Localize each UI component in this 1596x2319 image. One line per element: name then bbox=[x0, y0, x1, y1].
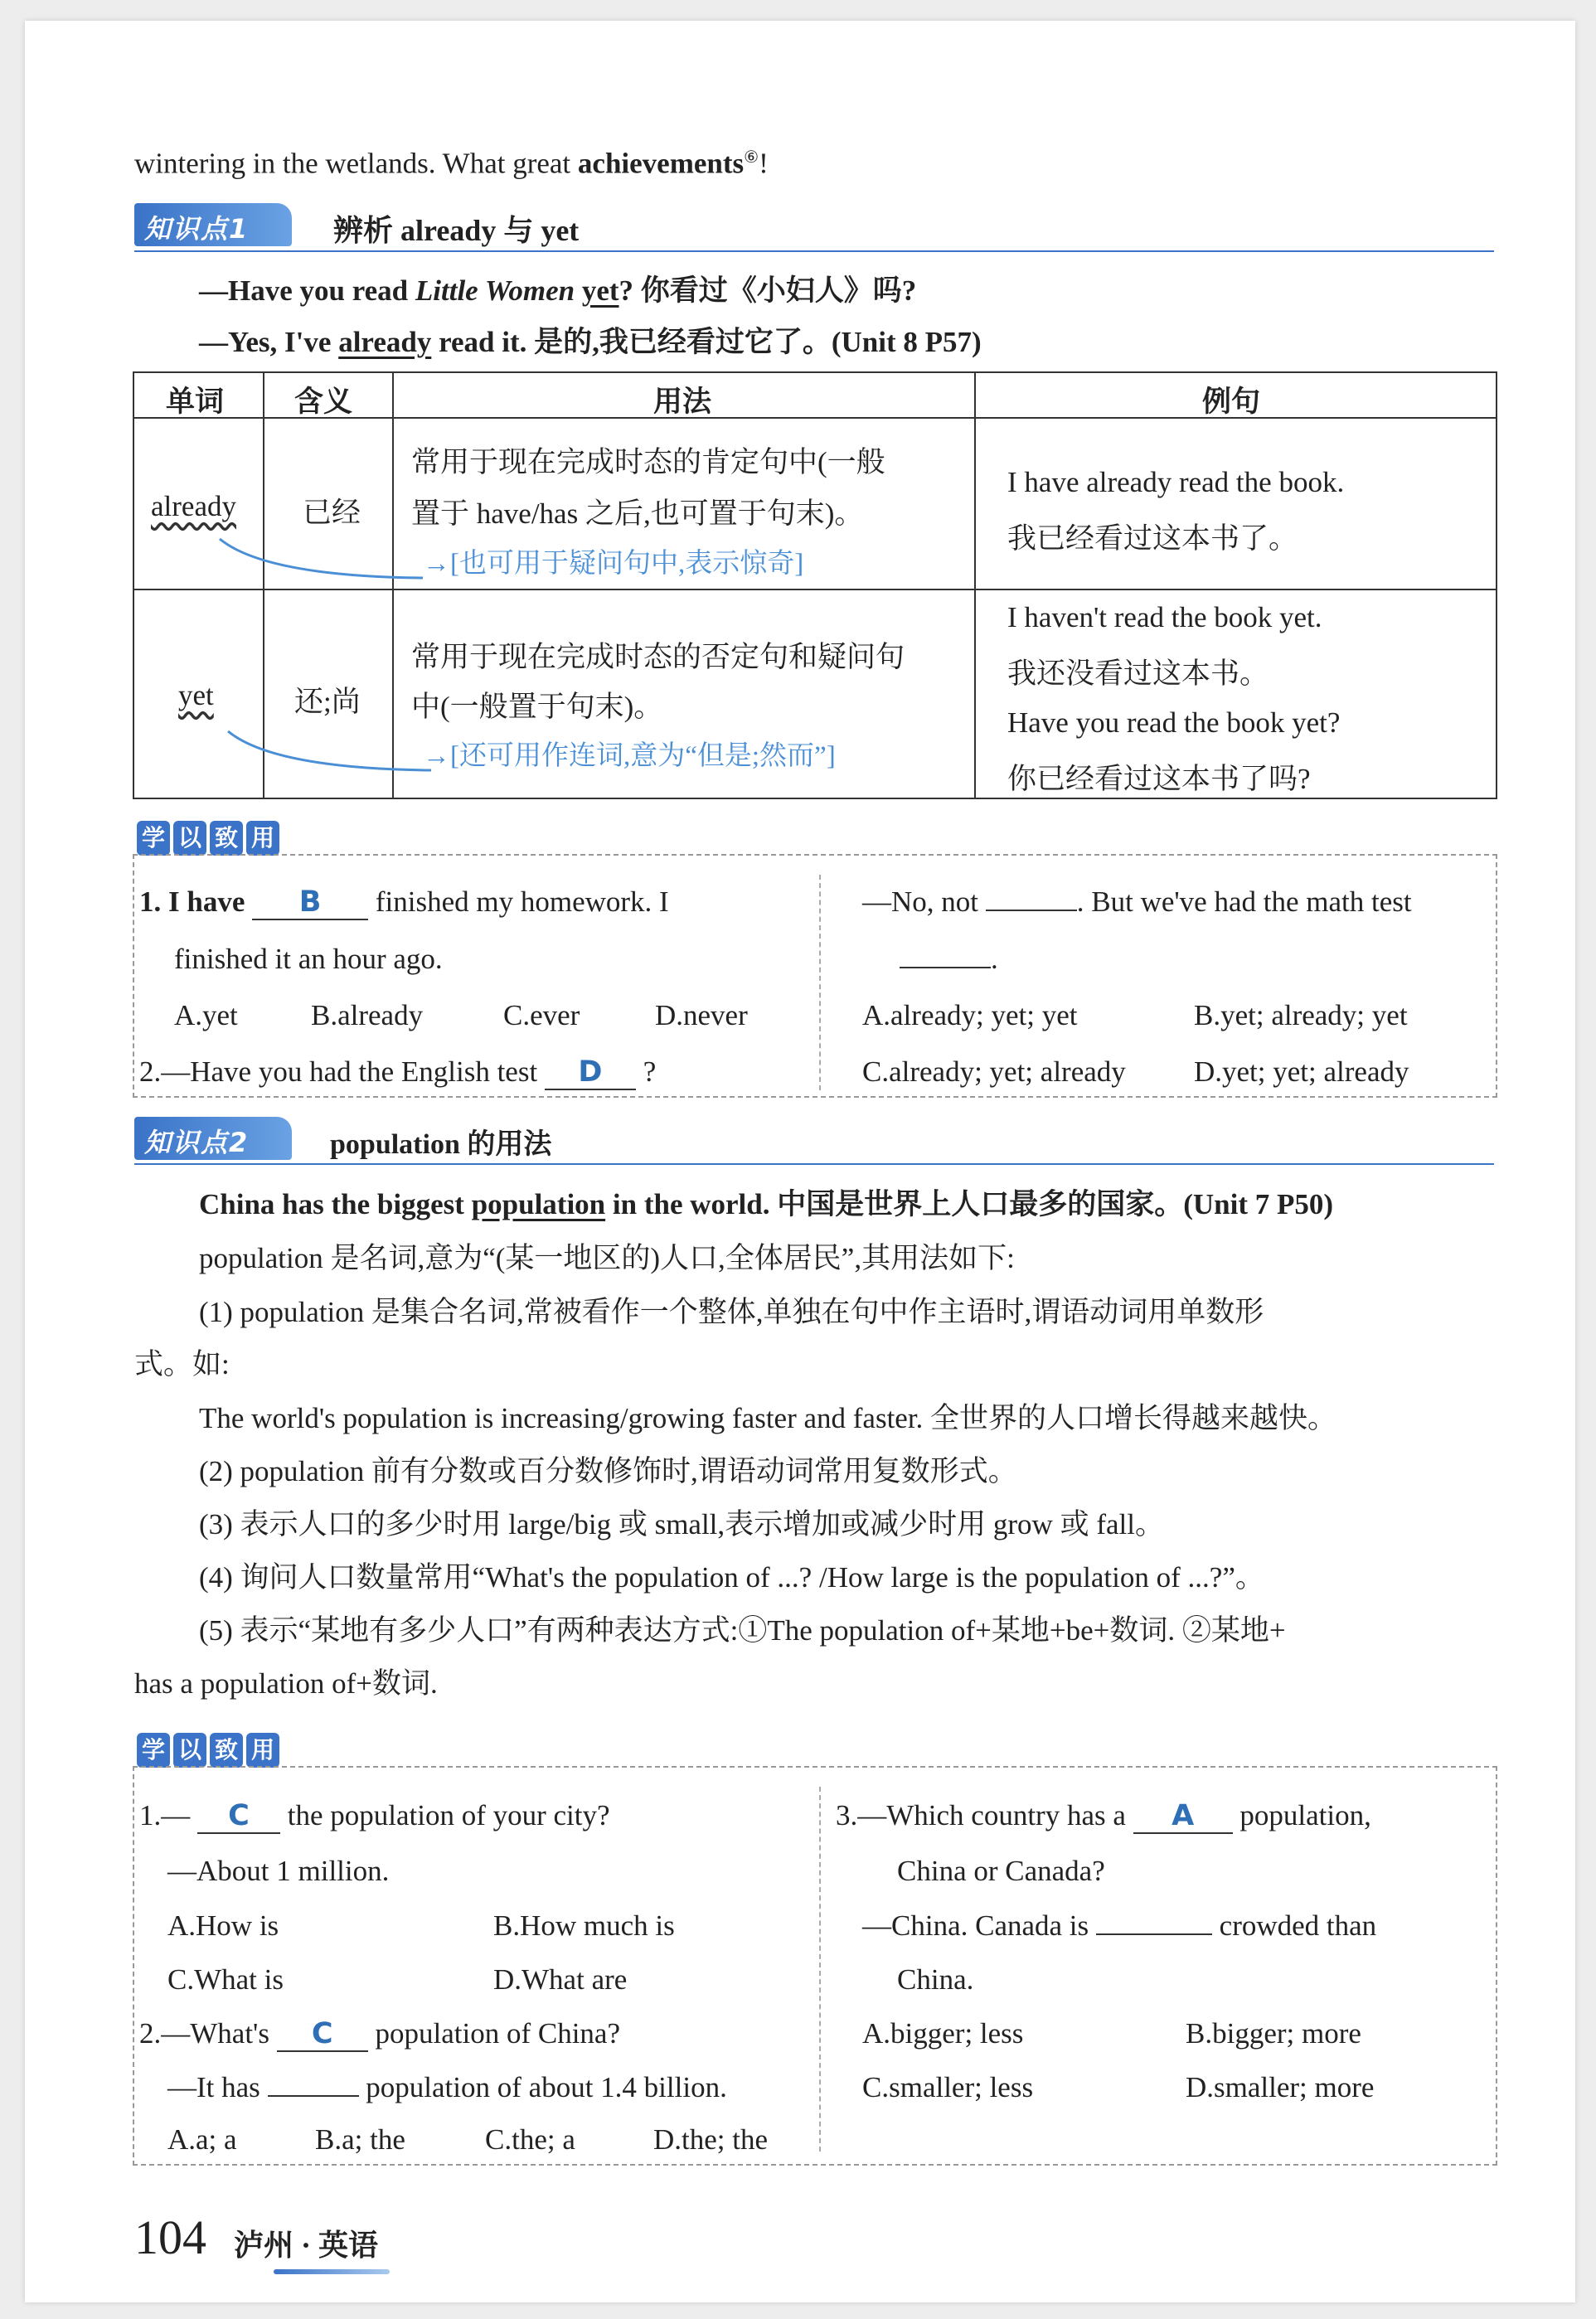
table-example-yet-zh-1: 我还没看过这本书。 bbox=[1007, 657, 1269, 690]
textbook-page bbox=[25, 21, 1575, 2302]
table-usage-yet-1: 常用于现在完成时态的否定句和疑问句 bbox=[411, 641, 905, 673]
p1-q2-answer[interactable]: D bbox=[545, 1055, 636, 1090]
table-note-already: →[也可用于疑问句中,表示惊奇] bbox=[423, 549, 804, 579]
p1-q2-line1: 2.—Have you had the English test D ? bbox=[139, 1055, 657, 1089]
p2-q3-option-d[interactable]: D.smaller; more bbox=[1186, 2071, 1375, 2103]
table-example-yet-en-1: I haven't read the book yet. bbox=[1007, 601, 1322, 633]
p2-q3-option-a[interactable]: A.bigger; less bbox=[862, 2017, 1024, 2050]
table-meaning-yet: 还;尚 bbox=[294, 686, 361, 718]
table-word-yet: yet bbox=[178, 679, 214, 711]
arrow-yet-note bbox=[224, 727, 456, 777]
page-number: 104 bbox=[134, 2210, 206, 2264]
table-usage-already-1: 常用于现在完成时态的肯定句中(一般 bbox=[411, 446, 885, 478]
practice-badge-1: 学 以 致 用 bbox=[137, 821, 279, 859]
table-header-meaning: 含义 bbox=[294, 386, 353, 418]
table-example-yet-zh-2: 你已经看过这本书了吗? bbox=[1007, 763, 1311, 795]
p1-q1-option-a[interactable]: A.yet bbox=[174, 999, 238, 1031]
p1-q1-answer[interactable]: B bbox=[252, 885, 368, 920]
p1-q2-option-a[interactable]: A.already; yet; yet bbox=[862, 999, 1078, 1031]
p2-q2-option-d[interactable]: D.the; the bbox=[653, 2123, 769, 2156]
kp1-underline bbox=[134, 250, 1494, 252]
kp2-line-4: The world's population is increasing/growing faster and faster. 全世界的人口增长得越来越快。 bbox=[199, 1402, 1337, 1434]
p2-q3-option-b[interactable]: B.bigger; more bbox=[1186, 2017, 1361, 2050]
p1-q1-option-c[interactable]: C.ever bbox=[503, 999, 580, 1031]
footer-accent bbox=[274, 2269, 390, 2274]
table-usage-yet-2: 中(一般置于句末)。 bbox=[411, 691, 663, 723]
p2-q3-answer[interactable]: A bbox=[1133, 1799, 1233, 1834]
p2-q1-option-b[interactable]: B.How much is bbox=[493, 1909, 675, 1942]
footer-label: 泸州 · 英语 bbox=[234, 2229, 379, 2262]
p2-q2-option-a[interactable]: A.a; a bbox=[167, 2123, 237, 2156]
p1-q2-option-c[interactable]: C.already; yet; already bbox=[862, 1055, 1126, 1088]
kp2-line-1: population 是名词,意为“(某一地区的)人口,全体居民”,其用法如下: bbox=[199, 1242, 1015, 1274]
practice-badge-2: 学 以 致 用 bbox=[137, 1733, 279, 1771]
arrow-already-note bbox=[216, 535, 448, 585]
p1-q1-option-d[interactable]: D.never bbox=[655, 999, 748, 1031]
p2-q1-option-a[interactable]: A.How is bbox=[167, 1909, 279, 1942]
table-example-already-zh: 我已经看过这本书了。 bbox=[1007, 522, 1298, 555]
table-example-yet-en-2: Have you read the book yet? bbox=[1007, 706, 1341, 739]
p2-q2-line2: —It has population of about 1.4 billion. bbox=[167, 2071, 727, 2103]
p2-q1-option-c[interactable]: C.What is bbox=[167, 1963, 284, 1996]
p1-q2-line2: —No, not . But we've had the math test bbox=[862, 885, 1412, 918]
p2-q2-answer[interactable]: C bbox=[277, 2017, 368, 2052]
kp2-line-6: (3) 表示人口的多少时用 large/big 或 small,表示增加或减少时用 grow 或 fall。 bbox=[199, 1508, 1164, 1540]
kp2-line-8: (5) 表示“某地有多少人口”有两种表达方式:①The population of+某地+be+数词. ②某地+ bbox=[199, 1614, 1286, 1647]
kp2-example: China has the biggest population in the world. 中国是世界上人口最多的国家。(Unit 7 P50) bbox=[199, 1188, 1334, 1220]
kp2-underline bbox=[134, 1163, 1494, 1165]
kp2-line-9: has a population of+数词. bbox=[134, 1667, 438, 1700]
p2-q1-answer[interactable]: C bbox=[197, 1799, 280, 1834]
kp1-example-2: —Yes, I've already read it. 是的,我已经看过它了。(Unit 8 P57) bbox=[199, 326, 982, 358]
p2-q3-line3: —China. Canada is crowded than bbox=[862, 1909, 1377, 1942]
table-header-usage: 用法 bbox=[653, 386, 712, 418]
table-header-word: 单词 bbox=[166, 386, 225, 418]
p2-q2-line1: 2.—What's C population of China? bbox=[139, 2017, 620, 2050]
table-note-yet: →[还可用作连词,意为“但是;然而”] bbox=[423, 741, 836, 771]
top-line: wintering in the wetlands. What great achievements⑥! bbox=[134, 147, 769, 180]
p1-q1-line2: finished it an hour ago. bbox=[174, 943, 443, 975]
kp1-title: 辨析 already 与 yet bbox=[333, 214, 580, 247]
kp2-line-7: (4) 询问人口数量常用“What's the population of ...? /How large is the population of ...?”。 bbox=[199, 1561, 1264, 1594]
p2-q3-line4: China. bbox=[897, 1963, 974, 1996]
table-header-example: 例句 bbox=[1202, 386, 1261, 418]
kp1-example-1: —Have you read Little Women yet? 你看过《小妇人》吗? bbox=[199, 274, 917, 307]
p2-q1-line1: 1.— C the population of your city? bbox=[139, 1799, 610, 1832]
knowledge-point-1-badge: 知识点1 bbox=[134, 203, 292, 246]
p2-q3-line2: China or Canada? bbox=[897, 1855, 1105, 1887]
kp2-title: population 的用法 bbox=[330, 1129, 552, 1160]
table-word-already: already bbox=[151, 490, 236, 522]
kp2-line-2: (1) population 是集合名词,常被看作一个整体,单独在句中作主语时,谓语动词用单数形 bbox=[199, 1296, 1264, 1328]
p2-q3-line1: 3.—Which country has a A population, bbox=[836, 1799, 1371, 1832]
p1-q2-option-d[interactable]: D.yet; yet; already bbox=[1194, 1055, 1409, 1088]
kp2-line-5: (2) population 前有分数或百分数修饰时,谓语动词常用复数形式。 bbox=[199, 1455, 1017, 1487]
table-example-already-en: I have already read the book. bbox=[1007, 466, 1345, 498]
p2-q1-line2: —About 1 million. bbox=[167, 1855, 390, 1887]
p1-q2-option-b[interactable]: B.yet; already; yet bbox=[1194, 999, 1408, 1031]
p1-q2-line3: . bbox=[900, 943, 998, 976]
p1-q1-option-b[interactable]: B.already bbox=[311, 999, 424, 1031]
p2-q1-option-d[interactable]: D.What are bbox=[493, 1963, 628, 1996]
p2-q2-option-c[interactable]: C.the; a bbox=[485, 2123, 575, 2156]
kp2-line-3: 式。如: bbox=[134, 1348, 230, 1380]
p1-q1-line1: 1. I have B finished my homework. I bbox=[139, 885, 669, 919]
table-usage-already-2: 置于 have/has 之后,也可置于句末)。 bbox=[411, 497, 864, 530]
table-meaning-already: 已经 bbox=[303, 497, 361, 529]
p2-q2-option-b[interactable]: B.a; the bbox=[315, 2123, 405, 2156]
knowledge-point-2-badge: 知识点2 bbox=[134, 1117, 292, 1160]
p2-q3-option-c[interactable]: C.smaller; less bbox=[862, 2071, 1034, 2103]
